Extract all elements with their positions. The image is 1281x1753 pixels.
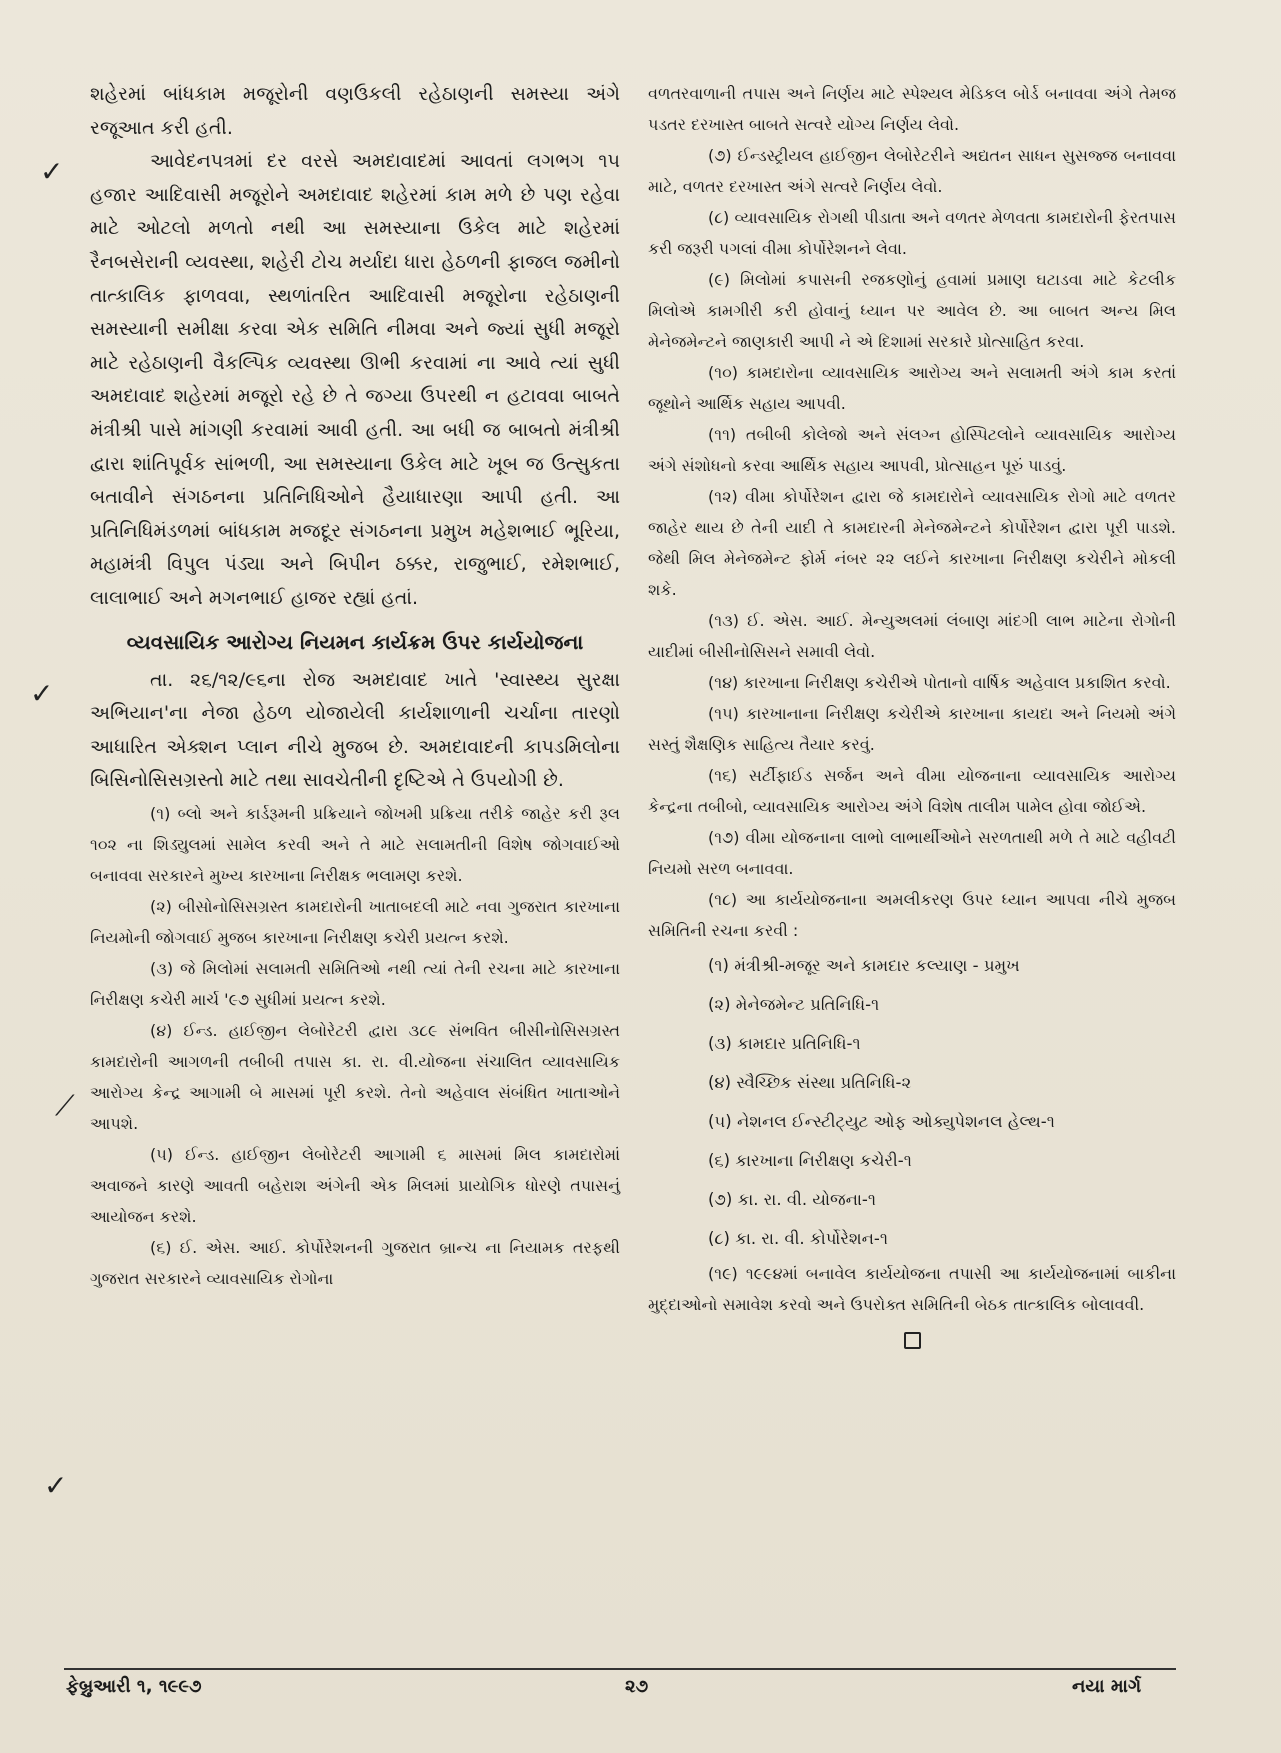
end-of-article-box-icon bbox=[904, 1332, 921, 1349]
action-item: (૧૭) વીમા યોજનાના લાભો લાભાર્થીઓને સરળતાથી મળે તે માટે વહીવટી નિયમો સરળ બનાવવા. bbox=[648, 828, 1176, 878]
action-item: (૧૮) આ કાર્યયોજનાના અમલીકરણ ઉપર ધ્યાન આપવા નીચે મુજબ સમિતિની રચના કરવી : bbox=[648, 890, 1176, 940]
left-column bbox=[90, 78, 620, 1294]
footer-divider bbox=[64, 1668, 1176, 1670]
action-item: (૬) ઈ. એસ. આઈ. કોર્પોરેશનની ગુજરાત બ્રાન્ચ ના નિયામક તરફથી ગુજરાત સરકારને વ્યાવસાયિક રોગોના bbox=[90, 1237, 620, 1288]
committee-member: (૫) નેશનલ ઈન્સ્ટીટ્યુટ ઓફ ઓક્યુપેશનલ હેલ્થ-૧ bbox=[708, 1112, 1055, 1131]
action-item: (૫) ઈન્ડ. હાઈજીન લેબોરેટરી આગામી ૬ માસમાં મિલ કામદારોમાં અવાજને કારણે આવતી બહેરાશ અંગેની એક મિલમાં પ્રાયોગિક ધોરણે તપાસનું આયોજન કરશે. bbox=[90, 1144, 620, 1226]
section-heading: વ્યવસાયિક આરોગ્ય નિયમન કાર્યક્રમ ઉપર કાર્યયોજના bbox=[126, 629, 584, 654]
footer-date: ફેબ્રુઆરી ૧, ૧૯૯૭ bbox=[66, 1676, 202, 1697]
committee-member: (૧) મંત્રીશ્રી-મજૂર અને કામદાર કલ્યાણ - પ્રમુખ bbox=[708, 956, 1020, 975]
action-item: (૩) જે મિલોમાં સલામતી સમિતિઓ નથી ત્યાં તેની રચના માટે કારખાના નિરીક્ષણ કચેરી માર્ચ '૯૭ સુધીમાં પ્રયત્ન કરશે. bbox=[90, 958, 620, 1009]
action-item: (૧૩) ઈ. એસ. આઈ. મેન્યુઅલમાં લંબાણ માંદગી લાભ માટેના રોગોની યાદીમાં બીસીનોસિસને સમાવી લેવો. bbox=[648, 611, 1176, 661]
pencil-tick-mark: ✓ bbox=[44, 1469, 68, 1502]
page-number: ૨૭ bbox=[625, 1676, 649, 1697]
action-item: (૪) ઈન્ડ. હાઈજીન લેબોરેટરી દ્વારા ૩૮૯ સંભવિત બીસીનોસિસગ્રસ્ત કામદારોની આગળની તબીબી તપાસ કા. રા. વી.યોજના સંચાલિત વ્યાવસાયિક આરોગ્ય કેન્દ્ર આગામી બે માસમાં પૂરી કરશે. તેનો અહેવાલ સંબંધિત ખાતાઓને આપશે. bbox=[90, 1020, 620, 1133]
action-item-continued: વળતરવાળાની તપાસ અને નિર્ણય માટે સ્પેશ્યલ મેડિકલ બોર્ડ બનાવવા અંગે તેમજ પડતર દરખાસ્ત બાબતે સત્વરે યોગ્ય નિર્ણય લેવો. bbox=[648, 84, 1176, 134]
committee-member: (૮) કા. રા. વી. કોર્પોરેશન-૧ bbox=[708, 1229, 888, 1248]
right-column bbox=[648, 78, 1176, 1349]
action-item: (૮) વ્યાવસાયિક રોગથી પીડાતા અને વળતર મેળવતા કામદારોની ફેરતપાસ કરી જરૂરી પગલાં વીમા કોર્પોરેશનને લેવા. bbox=[648, 208, 1176, 258]
action-item: (૨) બીસોનોસિસગ્રસ્ત કામદારોની ખાતાબદલી માટે નવા ગુજરાત કારખાના નિયમોની જોગવાઈ મુજબ કારખાના નિરીક્ષણ કચેરી પ્રયત્ન કરશે. bbox=[90, 896, 620, 947]
paragraph: તા. ૨૬/૧૨/૯૬ના રોજ અમદાવાદ ખાતે 'સ્વાસ્થ્ય સુરક્ષા અભિયાન'ના નેજા હેઠળ યોજાયેલી કાર્યશાળાની ચર્ચાના તારણો આધારિત એક્શન પ્લાન નીચે મુજબ છે. અમદાવાદની કાપડમિલોના બિસિનોસિસગ્રસ્તો માટે તથા સાવચેતીની દૃષ્ટિએ તે ઉપયોગી છે. bbox=[90, 668, 620, 792]
committee-member: (૭) કા. રા. વી. યોજના-૧ bbox=[708, 1190, 876, 1209]
pencil-tick-mark: ⟋ bbox=[55, 1089, 75, 1122]
committee-list bbox=[648, 946, 1176, 1258]
committee-member: (૬) કારખાના નિરીક્ષણ કચેરી-૧ bbox=[708, 1151, 912, 1170]
action-item: (૧૪) કારખાના નિરીક્ષણ કચેરીએ પોતાનો વાર્ષિક અહેવાલ પ્રકાશિત કરવો. bbox=[708, 673, 1171, 692]
committee-member: (૪) સ્વૈચ્છિક સંસ્થા પ્રતિનિધિ-૨ bbox=[708, 1073, 912, 1092]
action-item: (૭) ઈન્ડસ્ટ્રીયલ હાઈજીન લેબોરેટરીને અદ્યતન સાધન સુસજ્જ બનાવવા માટે, વળતર દરખાસ્ત અંગે સત્વરે નિર્ણય લેવો. bbox=[648, 146, 1176, 196]
publication-name: નયા માર્ગ bbox=[1072, 1676, 1142, 1697]
pencil-tick-mark: ✓ bbox=[30, 677, 54, 710]
action-item: (૧૧) તબીબી કોલેજો અને સંલગ્ન હોસ્પિટલોને વ્યાવસાયિક આરોગ્ય અંગે સંશોધનો કરવા આર્થિક સહાય આપવી, પ્રોત્સાહન પૂરું પાડવું. bbox=[648, 425, 1176, 475]
action-item: (૯) મિલોમાં કપાસની રજકણોનું હવામાં પ્રમાણ ઘટાડવા માટે કેટલીક મિલોએ કામગીરી કરી હોવાનું ધ્યાન પર આવેલ છે. આ બાબત અન્ય મિલ મેનેજમેન્ટને જાણકારી આપી ને એ દિશામાં સરકારે પ્રોત્સાહિત કરવા. bbox=[648, 270, 1176, 351]
action-item: (૧૫) કારખાનાના નિરીક્ષણ કચેરીએ કારખાના કાયદા અને નિયમો અંગે સસ્તું શૈક્ષણિક સાહિત્ય તૈયાર કરવું. bbox=[648, 704, 1176, 754]
paragraph: શહેરમાં બાંધકામ મજૂરોની વણઉકલી રહેઠાણની સમસ્યા અંગે રજૂઆત કરી હતી. bbox=[90, 83, 620, 139]
action-item: (૧૯) ૧૯૯૪માં બનાવેલ કાર્યયોજના તપાસી આ કાર્યયોજનામાં બાકીના મુદ્દાઓનો સમાવેશ કરવો અને ઉપરોક્ત સમિતિની બેઠક તાત્કાલિક બોલાવવી. bbox=[648, 1264, 1176, 1314]
paragraph: આવેદનપત્રમાં દર વરસે અમદાવાદમાં આવતાં લગભગ ૧૫ હજાર આદિવાસી મજૂરોને અમદાવાદ શહેરમાં કામ મળે છે પણ રહેવા માટે ઓટલો મળતો નથી આ સમસ્યાના ઉકેલ માટે શહેરમાં રૈનબસેરાની વ્યવસ્થા, શહેરી ટોચ મર્યાદા ધારા હેઠળની ફાજલ જમીનો તાત્કાલિક ફાળવવા, સ્થળાંતરિત આદિવાસી મજૂરોના રહેઠાણની સમસ્યાની સમીક્ષા કરવા એક સમિતિ નીમવા અને જ્યાં સુધી મજૂરો માટે રહેઠાણની વૈકલ્પિક વ્યવસ્થા ઊભી કરવામાં ના આવે ત્યાં સુધી અમદાવાદ શહેરમાં મજૂરો રહે છે તે જગ્યા ઉપરથી ન હટાવવા બાબતે મંત્રીશ્રી પાસે માંગણી કરવામાં આવી હતી. આ બધી જ બાબતો મંત્રીશ્રી દ્વારા શાંતિપૂર્વક સાંભળી, આ સમસ્યાના ઉકેલ માટે ખૂબ જ ઉત્સુકતા બતાવીને સંગઠનના પ્રતિનિધિઓને હૈયાધારણા આપી હતી. આ પ્રતિનિધિમંડળમાં બાંધકામ મજદૂર સંગઠનના પ્રમુખ મહેશભાઈ ભૂરિયા, મહામંત્રી વિપુલ પંડ્યા અને બિપીન ઠક્કર, રાજુભાઈ, રમેશભાઈ, લાલાભાઈ અને મગનભાઈ હાજર રહ્યાં હતાં. bbox=[90, 150, 620, 609]
pencil-tick-mark: ✓ bbox=[40, 155, 64, 188]
committee-member: (૨) મેનેજમેન્ટ પ્રતિનિધિ-૧ bbox=[708, 995, 880, 1014]
action-item: (૧) બ્લો અને કાર્ડરૂમની પ્રક્રિયાને જોખમી પ્રક્રિયા તરીકે જાહેર કરી રૂલ ૧૦૨ ના શિડ્યુલમાં સામેલ કરવી અને તે માટે સલામતીની વિશેષ જોગવાઈઓ બનાવવા સરકારને મુખ્ય કારખાના નિરીક્ષક ભલામણ કરશે. bbox=[90, 803, 620, 885]
action-item: (૧૦) કામદારોના વ્યાવસાયિક આરોગ્ય અને સલામતી અંગે કામ કરતાં જૂથોને આર્થિક સહાય આપવી. bbox=[648, 363, 1176, 413]
action-item: (૧૨) વીમા કોર્પોરેશન દ્વારા જે કામદારોને વ્યાવસાયિક રોગો માટે વળતર જાહેર થાય છે તેની યાદી તે કામદારની મેનેજમેન્ટને કોર્પોરેશન દ્વારા પૂરી પાડશે. જેથી મિલ મેનેજમેન્ટ ફોર્મ નંબર ૨૨ લઈને કારખાના નિરીક્ષણ કચેરીને મોકલી શકે. bbox=[648, 487, 1176, 599]
committee-member: (૩) કામદાર પ્રતિનિધિ-૧ bbox=[708, 1034, 861, 1053]
action-item: (૧૬) સર્ટીફાઈડ સર્જન અને વીમા યોજનાના વ્યાવસાયિક આરોગ્ય કેન્દ્રના તબીબો, વ્યાવસાયિક આરોગ્ય અંગે વિશેષ તાલીમ પામેલ હોવા જોઈએ. bbox=[648, 766, 1176, 816]
